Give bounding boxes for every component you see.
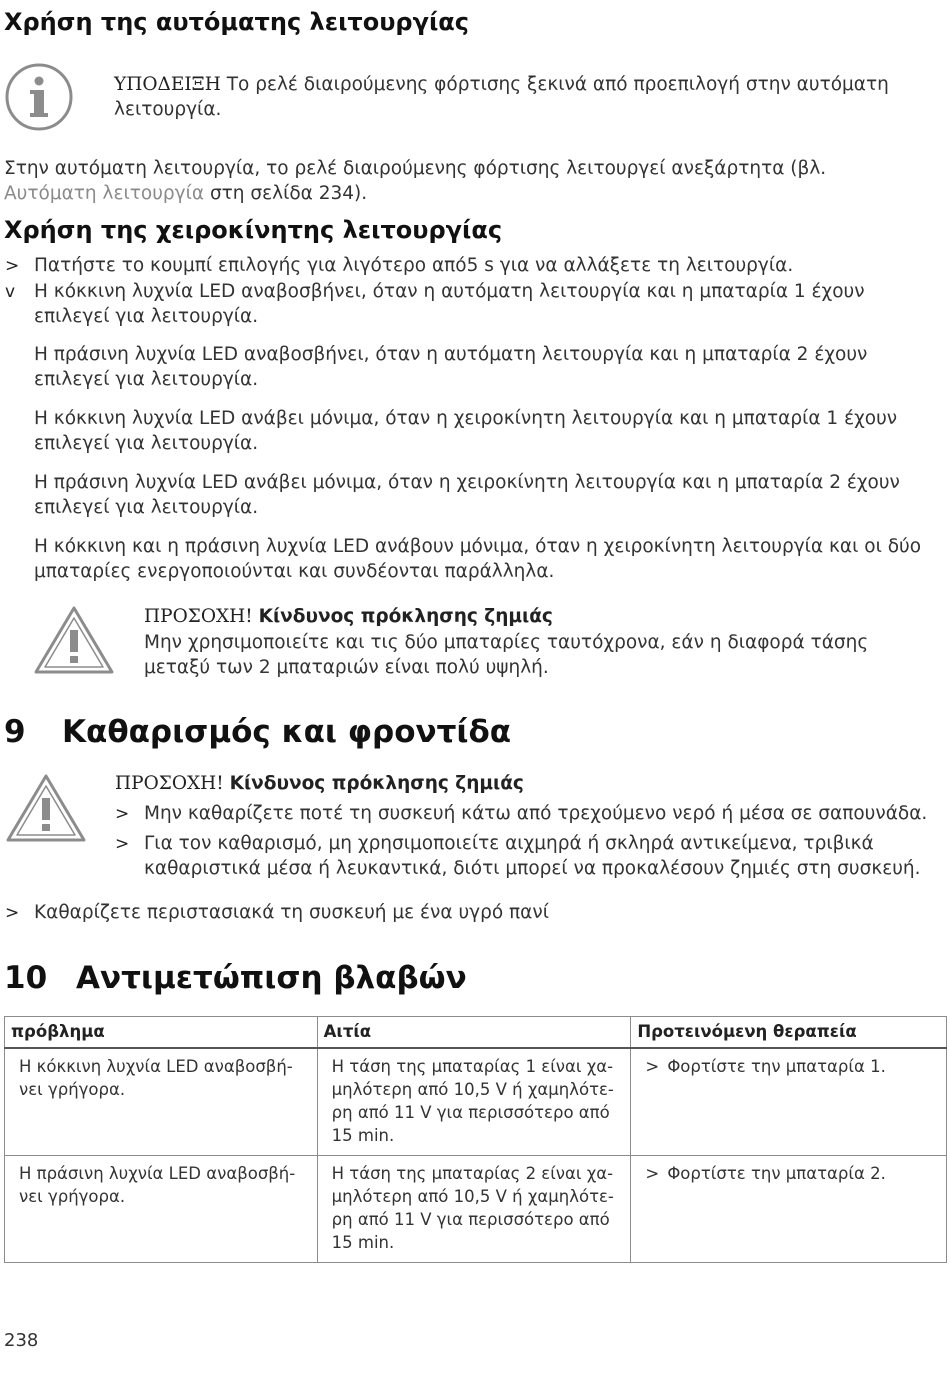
step-marker: >: [645, 1164, 660, 1183]
cleaning-step: Καθαρίζετε περιστασιακά τη συσκευή με ένα υγρό πανί: [34, 902, 549, 923]
remedy-cell: > Φορτίστε την μπαταρία 2.: [631, 1156, 947, 1263]
caution-item: Για τον καθαρισμό, μη χρησιμοποιείτε αιχμηρά ή σκληρά αντικείμενα, τριβικά καθαριστικά μέσα ή λευκαντικά, διότι μπορεί να προκαλέσουν ζημιές στη συσκευή.: [144, 833, 921, 879]
auto-mode-link[interactable]: Αυτόματη λειτουργία: [4, 183, 205, 204]
result-marker: v: [5, 282, 16, 302]
cause-cell: Η τάση της μπαταρίας 2 είναι χα-μηλότερη από 10,5 V ή χαμηλότε-ρη από 11 V για περισσότερο από 15 min.: [317, 1156, 631, 1263]
step-marker: >: [5, 256, 20, 276]
manual-result: Η κόκκινη λυχνία LED αναβοσβήνει, όταν η αυτόματη λειτουργία και η μπαταρία 1 έχουν επιλεγεί για λειτουργία.: [34, 281, 865, 327]
caution-text: Μην χρησιμοποιείτε και τις δύο μπαταρίες ταυτόχρονα, εάν η διαφορά τάσης μεταξύ των 2 μπαταριών είναι πολύ υψηλή.: [144, 632, 869, 678]
step-marker: >: [115, 804, 130, 824]
section-title-auto-mode: Χρήση της αυτόματης λειτουργίας: [4, 8, 470, 36]
column-header: Προτεινόμενη θεραπεία: [631, 1017, 947, 1049]
table-row: [5, 1048, 947, 1156]
troubleshooting-table: [4, 1016, 947, 1263]
caution-heading: ΠΡΟΣΟΧΗ! Κίνδυνος πρόκλησης ζημιάς: [144, 606, 553, 627]
manual-paragraph: Η κόκκινη και η πράσινη λυχνία LED ανάβουν μόνιμα, όταν η χειροκίνητη λειτουργία και οι δύο μπαταρίες ενεργοποιούνται και συνδέονται παράλληλα.: [34, 536, 922, 582]
chapter-number: 10: [4, 960, 48, 996]
table-header-row: [5, 1017, 947, 1049]
problem-cell: Η πράσινη λυχνία LED αναβοσβή-νει γρήγορα.: [5, 1156, 318, 1263]
note-text: ΥΠΟΔΕΙΞΗ Το ρελέ διαιρούμενης φόρτισης ξεκινά από προεπιλογή στην αυτόματη λειτουργία.: [114, 74, 889, 120]
chapter-title-cleaning: Καθαρισμός και φροντίδα: [62, 714, 512, 750]
cause-cell: Η τάση της μπαταρίας 1 είναι χα-μηλότερη από 10,5 V ή χαμηλότε-ρη από 11 V για περισσότερο από 15 min.: [317, 1048, 631, 1156]
step-marker: >: [115, 834, 130, 854]
caution-item: Μην καθαρίζετε ποτέ τη συσκευή κάτω από τρεχούμενο νερό ή μέσα σε σαπουνάδα.: [144, 803, 928, 824]
warning-triangle-icon: [4, 772, 88, 848]
section-title-manual-mode: Χρήση της χειροκίνητης λειτουργίας: [4, 216, 503, 244]
manual-paragraph: Η πράσινη λυχνία LED αναβοσβήνει, όταν η αυτόματη λειτουργία και η μπαταρία 2 έχουν επιλεγεί για λειτουργία.: [34, 344, 868, 390]
chapter-title-troubleshooting: Αντιμετώπιση βλαβών: [76, 960, 467, 996]
manual-paragraph: Η πράσινη λυχνία LED ανάβει μόνιμα, όταν η χειροκίνητη λειτουργία και η μπαταρία 2 έχουν επιλεγεί για λειτουργία.: [34, 472, 900, 518]
manual-paragraph: Η κόκκινη λυχνία LED ανάβει μόνιμα, όταν η χειροκίνητη λειτουργία και η μπαταρία 1 έχουν επιλεγεί για λειτουργία.: [34, 408, 898, 454]
auto-mode-paragraph: Στην αυτόματη λειτουργία, το ρελέ διαιρούμενης φόρτισης λειτουργεί ανεξάρτητα (βλ. Αυτόματη λειτουργία στη σελίδα 234).: [4, 158, 827, 204]
info-icon: [4, 62, 74, 136]
step-marker: >: [645, 1057, 660, 1076]
caution-heading: ΠΡΟΣΟΧΗ! Κίνδυνος πρόκλησης ζημιάς: [115, 773, 524, 794]
note-label: ΥΠΟΔΕΙΞΗ: [114, 74, 221, 95]
warning-triangle-icon: [32, 604, 116, 680]
column-header: πρόβλημα: [5, 1017, 318, 1049]
remedy-cell: > Φορτίστε την μπαταρία 1.: [631, 1048, 947, 1156]
step-marker: >: [5, 903, 20, 923]
chapter-number: 9: [4, 714, 26, 750]
problem-cell: Η κόκκινη λυχνία LED αναβοσβή-νει γρήγορα.: [5, 1048, 318, 1156]
page-number: 238: [4, 1330, 39, 1351]
table-row: [5, 1156, 947, 1263]
column-header: Αιτία: [317, 1017, 631, 1049]
manual-step: Πατήστε το κουμπί επιλογής για λιγότερο από5 s για να αλλάξετε τη λειτουργία.: [34, 255, 794, 276]
